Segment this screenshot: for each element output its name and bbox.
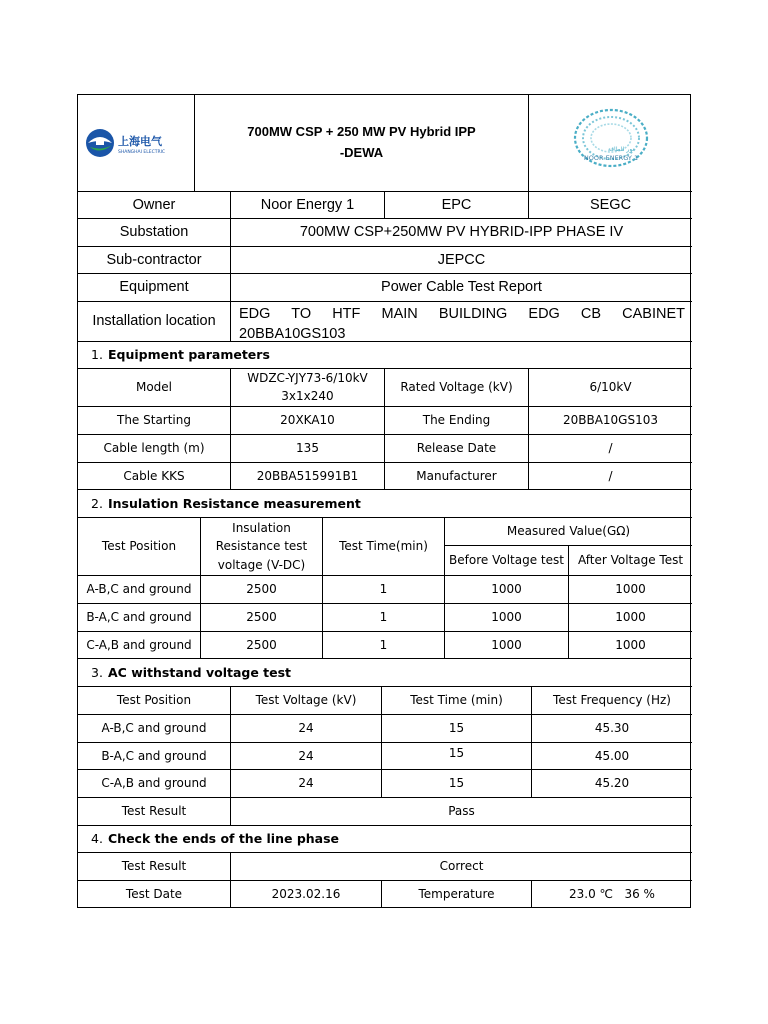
section-1-title: Equipment parameters — [108, 347, 270, 363]
ir-header-voltage: Insulation Resistance test voltage (V-DC) — [201, 518, 323, 576]
location-line-2: 20BBA10GS103 — [239, 325, 346, 342]
left-logo-en: SHANGHAI ELECTRIC — [117, 150, 165, 155]
epc-value: SEGC — [529, 192, 692, 219]
rated-voltage-value: 6/10kV — [529, 369, 692, 407]
temperature-value: 23.0 ℃ 36 % — [569, 887, 655, 902]
rated-voltage-label: Rated Voltage (kV) — [385, 369, 529, 407]
owner-value: Noor Energy 1 — [231, 192, 385, 219]
test-report-table: 上海电气 SHANGHAI ELECTRIC 700MW CSP + 250 MW PV Hybrid IPP -DEWA نور للطاقة NOOR ENERGY 1 Owner Noor Energy 1 EPC SEGC Substation 700MW CSP+250MW PV HYBRID-IPP PHASE IV Sub-contractor JEPCC Equipment Power Cable Test Report Installation location EDG TO HTF MAIN BUILDING EDG CB CABINET 20BBA10GS103 1. Equipment parameters Model WDZC-YJY73-6/10kV 3x1x240 Rated Voltage (kV) 6/10kV The Starting 20XKA10 The Ending 20BBA10GS103 Cable length (m) 135 Release Date / Cable KKS 20BBA515991B1 Manufacturer / 2. Insulation Resistance measurement Test Position Insulation Resistance test voltage (V-DC) Test Time(min) Measured Value(GΩ) Before Voltage test After Voltage Test A-B,C and ground 2500 1 1000 1000 B-A,C and ground 2500 1 1000 1000 C-A,B and ground 2500 1 1000 1000 3. AC withstand voltage test Test Position Test Voltage (kV) Test Time (min) Test Frequency (Hz) A-B,C and ground 24 15 45.30 B-A,C and ground 24 15 45.00 C-A,B and ground 24 15 45.20 Test Result Pass 4. Check the ends of the line phase Test Result Correct Test Date 2023.02.16 Temperature 23.0 ℃ 36 % — [77, 94, 691, 908]
release-date-value: / — [529, 435, 692, 463]
noor-energy-logo — [565, 108, 657, 178]
ac-header-test-time: Test Time (min) — [382, 687, 532, 715]
owner-label: Owner — [78, 192, 231, 219]
title-line-2: -DEWA — [339, 145, 384, 160]
ir-header-test-time: Test Time(min) — [323, 518, 445, 576]
test-date-value: 2023.02.16 — [231, 881, 382, 908]
release-date-label: Release Date — [385, 435, 529, 463]
installation-location-label: Installation location — [78, 302, 231, 342]
phase-result-label: Test Result — [78, 853, 231, 881]
ac-header-test-position: Test Position — [78, 687, 231, 715]
ac-header-test-frequency: Test Frequency (Hz) — [532, 687, 692, 715]
shanghai-electric-logo — [84, 123, 189, 163]
left-logo-cell — [78, 95, 195, 192]
equipment-label: Equipment — [78, 274, 231, 302]
ir-header-measured: Measured Value(GΩ) — [445, 518, 692, 546]
test-date-label: Test Date — [78, 881, 231, 908]
substation-value: 700MW CSP+250MW PV HYBRID-IPP PHASE IV — [231, 219, 692, 247]
ac-header-test-voltage: Test Voltage (kV) — [231, 687, 382, 715]
section-3-heading: 3. AC withstand voltage test — [78, 659, 692, 687]
installation-location-value — [231, 302, 692, 342]
cable-kks-value: 20BBA515991B1 — [231, 463, 385, 490]
section-1-heading: 1. Equipment parameters — [78, 342, 692, 369]
right-logo-ar: نور للطاقة — [607, 146, 634, 153]
ir-header-test-position: Test Position — [78, 518, 201, 576]
ir-header-before: Before Voltage test — [445, 546, 569, 576]
subcontractor-value: JEPCC — [231, 247, 692, 274]
left-logo-cn: 上海电气 — [117, 135, 162, 148]
starting-value: 20XKA10 — [231, 407, 385, 435]
ending-label: The Ending — [385, 407, 529, 435]
subcontractor-label: Sub-contractor — [78, 247, 231, 274]
phase-result-value: Correct — [231, 853, 692, 881]
title-line-1: 700MW CSP + 250 MW PV Hybrid IPP — [247, 124, 476, 140]
report-title — [195, 95, 529, 192]
right-logo-en: NOOR ENERGY 1 — [583, 154, 638, 162]
starting-label: The Starting — [78, 407, 231, 435]
section-2-title: Insulation Resistance measurement — [108, 495, 361, 511]
ac-result-value: Pass — [231, 798, 692, 826]
section-3-title: AC withstand voltage test — [108, 664, 292, 680]
cable-length-label: Cable length (m) — [78, 435, 231, 463]
ir-header-after: After Voltage Test — [569, 546, 692, 576]
manufacturer-label: Manufacturer — [385, 463, 529, 490]
location-line-1: EDG TO HTF MAIN BUILDING EDG CB CABINET — [239, 306, 685, 322]
equipment-value: Power Cable Test Report — [231, 274, 692, 302]
cable-length-value: 135 — [231, 435, 385, 463]
section-4-title: Check the ends of the line phase — [108, 831, 340, 847]
model-value: WDZC-YJY73-6/10kV 3x1x240 — [231, 369, 385, 407]
epc-label: EPC — [385, 192, 529, 219]
ending-value: 20BBA10GS103 — [529, 407, 692, 435]
model-label: Model — [78, 369, 231, 407]
section-4-heading: 4. Check the ends of the line phase — [78, 826, 692, 853]
right-logo-cell — [529, 95, 692, 192]
substation-label: Substation — [78, 219, 231, 247]
ac-result-label: Test Result — [78, 798, 231, 826]
section-2-heading: 2. Insulation Resistance measurement — [78, 490, 692, 518]
manufacturer-value: / — [529, 463, 692, 490]
temperature-label: Temperature — [382, 881, 532, 908]
cable-kks-label: Cable KKS — [78, 463, 231, 490]
